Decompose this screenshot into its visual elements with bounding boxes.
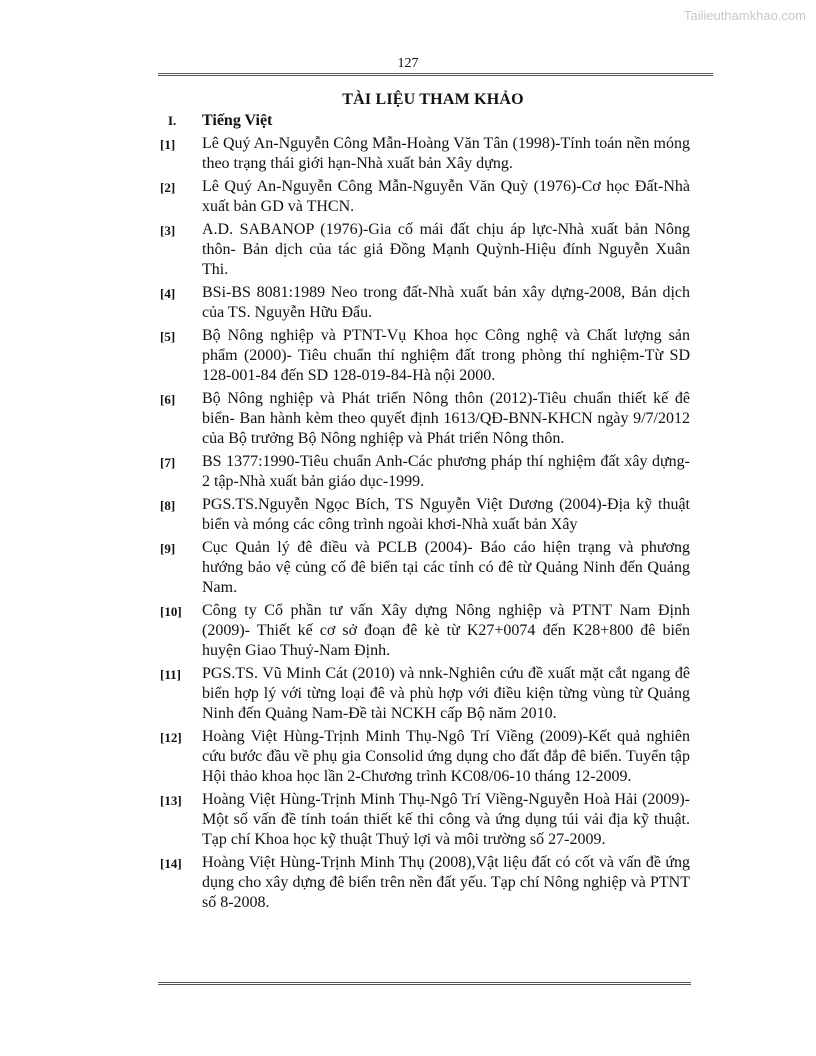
reference-item — [160, 538, 690, 598]
reference-text: A.D. SABANOP (1976)-Gia cố mái đất chịu áp lực-Nhà xuất bản Nông thôn- Bản dịch của tác giả Đồng Mạnh Quỳnh-Hiệu đính Nguyễn Xuân Thi. — [202, 221, 690, 278]
reference-text: Hoàng Việt Hùng-Trịnh Minh Thụ-Ngô Trí Viềng (2009)-Kết quả nghiên cứu bước đầu về phụ gia Consolid ứng dụng cho đất đắp đê biển. Tuyển tập Hội thảo khoa học lần 2-Chương trình KC08/06-10 tháng 12-2009. — [202, 728, 690, 785]
reference-number: [1] — [160, 137, 176, 152]
watermark: Tailieuthamkhao.com — [683, 8, 806, 23]
section-number: I. — [168, 113, 177, 128]
reference-item — [160, 601, 690, 661]
reference-text: Bộ Nông nghiệp và PTNT-Vụ Khoa học Công nghệ và Chất lượng sản phẩm (2000)- Tiêu chuẩn thí nghiệm đất trong phòng thí nghiệm-Từ SD 128-001-84 đến SD 128-019-84-Hà nội 2000. — [202, 327, 690, 384]
reference-number: [10] — [160, 604, 182, 619]
reference-number: [3] — [160, 223, 176, 238]
reference-number: [4] — [160, 286, 176, 301]
reference-text: Lê Quý An-Nguyễn Công Mẫn-Hoàng Văn Tân (1998)-Tính toán nền móng theo trạng thái giới hạn-Nhà xuất bản Xây dựng. — [202, 135, 690, 172]
reference-text: BS 1377:1990-Tiêu chuẩn Anh-Các phương pháp thí nghiệm đất xây dựng-2 tập-Nhà xuất bản giáo dục-1999. — [202, 453, 690, 490]
reference-item — [160, 495, 690, 535]
section-heading — [160, 112, 690, 130]
section-label: Tiếng Việt — [202, 112, 273, 129]
reference-number: [11] — [160, 667, 181, 682]
reference-number: [9] — [160, 541, 176, 556]
reference-text: BSi-BS 8081:1989 Neo trong đất-Nhà xuất bản xây dựng-2008, Bản dịch của TS. Nguyễn Hữu Đẩu. — [202, 284, 690, 321]
reference-number: [2] — [160, 180, 176, 195]
reference-text: Hoàng Việt Hùng-Trịnh Minh Thụ (2008),Vật liệu đất có cốt và vấn đề ứng dụng cho xây dựng đê biển trên nền đất yếu. Tạp chí Nông nghiệp và PTNT số 8-2008. — [202, 854, 690, 911]
reference-number: [5] — [160, 329, 176, 344]
reference-text: Bộ Nông nghiệp và Phát triển Nông thôn (2012)-Tiêu chuẩn thiết kế đê biển- Ban hành kèm theo quyết định 1613/QĐ-BNN-KHCN ngày 9/7/2012 của Bộ trưởng Bộ Nông nghiệp và Phát triển Nông thôn. — [202, 390, 690, 447]
reference-number: [14] — [160, 856, 182, 871]
reference-list — [160, 112, 690, 916]
reference-number: [13] — [160, 793, 182, 808]
reference-number: [8] — [160, 498, 176, 513]
reference-number: [12] — [160, 730, 182, 745]
header-rule — [158, 73, 713, 76]
reference-text: Cục Quản lý đê điều và PCLB (2004)- Báo cáo hiện trạng và phương hướng bảo vệ củng cố đê biển tại các tỉnh có đê từ Quảng Ninh đến Quảng Nam. — [202, 539, 690, 596]
reference-number: [7] — [160, 455, 176, 470]
page-number: 127 — [397, 56, 419, 71]
reference-item — [160, 389, 690, 449]
reference-text: PGS.TS. Vũ Minh Cát (2010) và nnk-Nghiên cứu đề xuất mặt cắt ngang đê biển hợp lý với từng loại đê và phù hợp với điều kiện từng vùng từ Quảng Ninh đến Quảng Nam-Đề tài NCKH cấp Bộ năm 2010. — [202, 665, 690, 722]
reference-text: Hoàng Việt Hùng-Trịnh Minh Thụ-Ngô Trí Viềng-Nguyễn Hoà Hải (2009)- Một số vấn đề tính toán thiết kế thi công và ứng dụng túi vải địa kỹ thuật. Tạp chí Khoa học kỹ thuật Thuỷ lợi và môi trường số 27-2009. — [202, 791, 690, 848]
reference-text: Công ty Cổ phần tư vấn Xây dựng Nông nghiệp và PTNT Nam Định (2009)- Thiết kế cơ sở đoạn đê kè từ K27+0074 đến K28+800 đê biển huyện Giao Thuỷ-Nam Định. — [202, 602, 690, 659]
reference-item — [160, 452, 690, 492]
reference-item — [160, 134, 690, 174]
reference-item — [160, 220, 690, 280]
reference-text: PGS.TS.Nguyễn Ngọc Bích, TS Nguyễn Việt Dương (2004)-Địa kỹ thuật biển và móng các công trình ngoài khơi-Nhà xuất bản Xây — [202, 496, 690, 533]
reference-number: [6] — [160, 392, 176, 407]
reference-item — [160, 790, 690, 850]
page-title: TÀI LIỆU THAM KHẢO — [342, 91, 524, 108]
reference-item — [160, 177, 690, 217]
reference-item — [160, 326, 690, 386]
reference-text: Lê Quý An-Nguyễn Công Mẫn-Nguyễn Văn Quỳ (1976)-Cơ học Đất-Nhà xuất bản GD và THCN. — [202, 178, 690, 215]
reference-item — [160, 853, 690, 913]
reference-item — [160, 283, 690, 323]
reference-item — [160, 727, 690, 787]
footer-rule — [158, 982, 691, 985]
reference-item — [160, 664, 690, 724]
